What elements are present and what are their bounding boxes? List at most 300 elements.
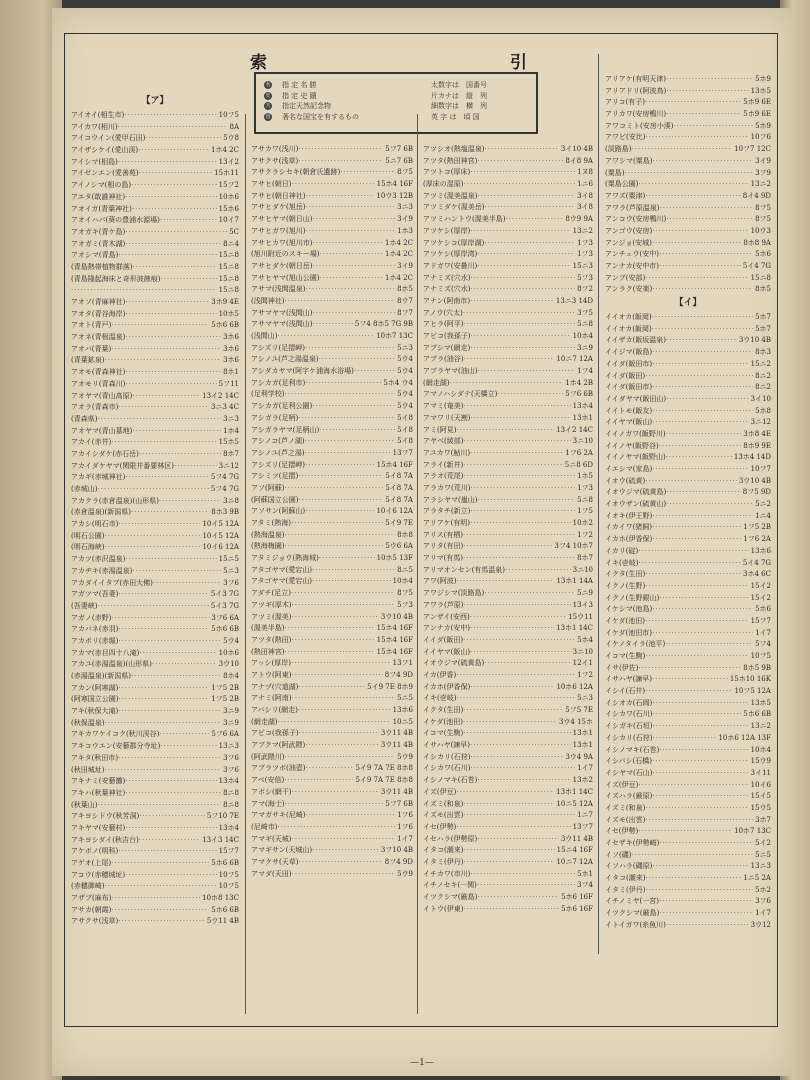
- entry-name: イタコ(潮来): [423, 846, 464, 855]
- entry-reference: 10ホ2: [572, 519, 593, 527]
- leader-dots: [463, 471, 575, 483]
- entry-name: アシズリ(足摺岬): [251, 343, 305, 352]
- entry-reference: 5イ8: [397, 425, 413, 434]
- entry-name: イオウ(硫黄): [605, 476, 646, 485]
- entry-name: (青森県): [71, 414, 98, 423]
- entry-reference: 3ウ10 4B: [738, 336, 771, 345]
- index-entry: [71, 601, 239, 613]
- leader-dots: [505, 214, 563, 226]
- entry-name: アバシリ(網走): [251, 706, 298, 714]
- leader-dots: [291, 693, 395, 705]
- entry-reference: 5イ3 7G: [210, 601, 239, 610]
- index-entry: [423, 670, 593, 682]
- entry-reference: 5ニ8 6D: [564, 460, 593, 469]
- index-entry: [423, 892, 593, 904]
- leader-dots: [118, 706, 221, 718]
- index-entry: [605, 593, 771, 605]
- entry-name: アリアケ(有明): [423, 519, 470, 527]
- index-entry: [251, 296, 413, 308]
- leader-dots: [125, 239, 221, 251]
- entry-reference: 5イ3 7G: [210, 590, 239, 599]
- index-entry: [71, 332, 239, 344]
- entry-reference: 5ニ3: [223, 566, 239, 575]
- entry-name: アヤベ(綾部): [423, 437, 464, 446]
- entry-reference: 3イ9: [755, 156, 771, 165]
- index-entry: [605, 780, 771, 792]
- index-entry: [605, 86, 771, 98]
- entry-name: アキヨシドウ(秋芳洞): [71, 812, 140, 821]
- entry-name: アサクサ(浅草): [251, 156, 299, 165]
- index-entry: [423, 296, 593, 308]
- leader-dots: [139, 449, 221, 461]
- leader-dots: [463, 401, 570, 413]
- entry-reference: 10ニ7 12A: [556, 857, 593, 866]
- leader-dots: [291, 834, 395, 846]
- index-entry: [605, 546, 771, 558]
- leader-dots: [673, 121, 753, 133]
- entry-name: アシノコ(芦ノ湖): [251, 437, 305, 446]
- index-entry: [605, 335, 771, 347]
- page-frame: [64, 33, 778, 1027]
- index-entry: [605, 238, 771, 250]
- entry-name: (網走湖): [423, 378, 450, 387]
- leader-dots: [291, 670, 382, 682]
- entry-reference: 8フ4 9D: [384, 670, 413, 679]
- index-entry: [605, 803, 771, 815]
- entry-name: アラタチ(新立): [423, 507, 471, 516]
- leader-dots: [132, 426, 221, 438]
- index-entry: [605, 651, 771, 663]
- entry-reference: 5フ4 8ホ5 7G 9B: [354, 320, 413, 329]
- leader-dots: [645, 616, 749, 628]
- entry-name: イセ(伊勢): [423, 822, 457, 831]
- leader-dots: [131, 180, 216, 192]
- index-entry: [423, 495, 593, 507]
- leader-dots: [319, 273, 383, 285]
- entry-reference: 3フ6: [755, 897, 771, 906]
- entry-reference: 3イ10: [750, 394, 771, 403]
- entry-name: (厚床の湿原): [423, 180, 464, 189]
- index-entry: [71, 858, 239, 870]
- leader-dots: [470, 740, 571, 752]
- entry-name: アツシオ(熱塩温泉): [423, 145, 485, 153]
- index-entry: [605, 826, 771, 838]
- index-entry: [251, 717, 413, 729]
- entry-reference: 15イ2: [750, 593, 771, 602]
- entry-name: (網走湖): [251, 717, 278, 726]
- index-entry: [605, 499, 771, 511]
- entry-reference: 3フ4: [577, 881, 593, 890]
- entry-name: アコウ(赤穂城址): [71, 870, 126, 879]
- entry-name: アエタ(敢誰神社): [71, 192, 126, 201]
- entry-reference: 3フ6: [223, 765, 239, 774]
- legend-symbol: 国: [265, 113, 271, 120]
- legend-item: 著名な国宝を有するもの: [282, 112, 359, 121]
- index-entry: [251, 588, 413, 600]
- entry-reference: 13ホ6: [392, 706, 413, 714]
- entry-reference: 1ニ6: [577, 180, 593, 189]
- leader-dots: [659, 261, 741, 273]
- leader-dots: [153, 578, 221, 590]
- entry-reference: 10イ6 12A: [376, 507, 413, 516]
- entry-name: アトウ(阿東): [251, 670, 292, 679]
- index-entry: [251, 623, 413, 635]
- entry-name: アンザイ(安西): [423, 612, 470, 621]
- index-entry: [605, 815, 771, 827]
- index-entry: [605, 324, 771, 336]
- leader-dots: [505, 565, 571, 577]
- entry-reference: 3ウ11 4B: [380, 741, 413, 750]
- entry-reference: 5ニ5: [397, 694, 413, 703]
- column-divider: [417, 114, 418, 1014]
- index-entry: [605, 698, 771, 710]
- entry-name: イセザキ(伊勢崎): [605, 839, 660, 847]
- index-entry: [71, 320, 239, 332]
- leader-dots: [470, 682, 554, 694]
- leader-dots: [645, 371, 753, 383]
- entry-reference: 1フ3: [577, 483, 593, 492]
- index-entry: [423, 834, 593, 846]
- index-entry: [605, 406, 771, 418]
- leader-dots: [319, 354, 396, 366]
- leader-dots: [638, 558, 740, 570]
- leader-dots: [111, 893, 200, 905]
- entry-reference: 5イ8 7A: [385, 495, 413, 504]
- entry-name: アマワリ(天割): [423, 413, 471, 422]
- leader-dots: [638, 826, 732, 838]
- entry-reference: 5ホ7: [755, 324, 771, 333]
- entry-reference: 1イ7: [397, 834, 413, 843]
- entry-reference: 5ニ9: [577, 589, 593, 598]
- index-entry: [605, 838, 771, 850]
- entry-reference: 5ウ4: [397, 402, 413, 411]
- entry-reference: 5ホ1: [577, 869, 593, 878]
- entry-name: アワ(阿波): [423, 577, 457, 586]
- leader-dots: [652, 156, 753, 168]
- leader-dots: [284, 530, 395, 542]
- leader-dots: [298, 495, 383, 507]
- entry-name: アイゼンエン(愛善苑): [71, 169, 139, 178]
- index-entry: [251, 600, 413, 612]
- entry-reference: 1ニ5 2A: [743, 874, 771, 883]
- entry-reference: 3フ5: [577, 308, 593, 317]
- leader-dots: [456, 693, 575, 705]
- entry-reference: 13イ2 14C: [202, 391, 239, 400]
- leader-dots: [470, 284, 575, 296]
- leader-dots: [659, 896, 753, 908]
- entry-name: アダチ(足立): [251, 589, 291, 598]
- leader-dots: [118, 122, 228, 134]
- index-entry: [605, 347, 771, 359]
- index-entry: [71, 683, 239, 695]
- leader-dots: [118, 250, 216, 262]
- leader-dots: [477, 775, 570, 787]
- leader-dots: [631, 850, 753, 862]
- entry-name: イイダ(飯田): [605, 371, 646, 380]
- index-entry: [251, 191, 413, 203]
- entry-name: イシカリ(石狩): [605, 733, 653, 742]
- entry-name: イイザカ(飯坂温泉): [605, 336, 666, 345]
- entry-reference: 5イ4 7G: [742, 558, 771, 567]
- index-entry: [251, 226, 413, 238]
- entry-reference: 8ホ3: [755, 348, 771, 357]
- index-entry: [71, 800, 239, 812]
- entry-reference: 15ウ11: [568, 612, 593, 621]
- entry-name: アシズリ(足摺岬): [251, 460, 305, 469]
- index-entry: [71, 554, 239, 566]
- leader-dots: [470, 448, 563, 460]
- column-divider: [245, 114, 246, 1014]
- index-entry: [605, 569, 771, 581]
- entry-reference: 5フ3: [577, 273, 593, 282]
- entry-reference: 10ホ6 12A: [556, 682, 593, 691]
- entry-reference: 5ウ4: [397, 355, 413, 364]
- index-entry: [605, 768, 771, 780]
- entry-reference: 5フ4: [755, 640, 771, 649]
- entry-name: (粟島): [605, 168, 625, 177]
- entry-name: アリアドリ(阿波鳥): [605, 86, 667, 95]
- leader-dots: [624, 168, 753, 180]
- entry-name: アオモ(青森神社): [71, 368, 126, 377]
- entry-reference: 5C: [229, 227, 239, 236]
- leader-dots: [291, 588, 395, 600]
- leader-dots: [470, 869, 575, 881]
- index-entry: [423, 191, 593, 203]
- entry-name: イケシマ(池島): [605, 605, 653, 614]
- entry-reference: 1ホ4 2C: [385, 273, 413, 282]
- entry-name: イケダ(池田): [423, 717, 463, 726]
- entry-reference: 8ニ8: [223, 800, 239, 809]
- entry-reference: 3ホ9 4E: [211, 298, 239, 306]
- index-entry: [423, 682, 593, 694]
- leader-dots: [305, 202, 395, 214]
- entry-reference: 8イ8 9A: [565, 156, 593, 165]
- entry-reference: 13ホ2: [572, 776, 593, 785]
- leader-dots: [132, 262, 216, 274]
- entry-reference: 13フ7: [392, 448, 413, 457]
- leader-dots: [124, 110, 216, 122]
- entry-name: イソ(磯): [605, 850, 632, 859]
- index-entry: [71, 367, 239, 379]
- entry-name: イイジマ(飯島): [605, 348, 653, 357]
- entry-reference: 3イ8: [577, 203, 593, 212]
- leader-dots: [645, 581, 748, 593]
- index-entry: [251, 869, 413, 881]
- index-entry: [71, 379, 239, 391]
- entry-name: アシガラ(足柄): [251, 413, 299, 422]
- index-entry: [251, 389, 413, 401]
- entry-reference: 3フ10 4B: [380, 846, 413, 855]
- index-entry: [251, 822, 413, 834]
- entry-reference: 10ホ6: [218, 648, 239, 657]
- leader-dots: [470, 612, 566, 624]
- entry-name: イコマ(生駒): [423, 729, 464, 738]
- leader-dots: [305, 763, 353, 775]
- entry-reference: 8ホ1: [223, 368, 239, 377]
- entry-name: アツミ(渥美): [251, 612, 292, 621]
- index-entry: [423, 471, 593, 483]
- leader-dots: [97, 601, 208, 613]
- index-entry: [423, 869, 593, 881]
- leader-dots: [463, 354, 554, 366]
- entry-name: アシノユ(芦之湯温泉): [251, 355, 319, 364]
- leader-dots: [298, 144, 383, 156]
- index-entry: [71, 168, 239, 180]
- index-entry: [251, 506, 413, 518]
- entry-name: アサヒガワ(旭川): [251, 226, 306, 235]
- entry-reference: 3ホ6: [223, 356, 239, 365]
- leader-dots: [463, 308, 575, 320]
- leader-dots: [645, 191, 741, 203]
- leader-dots: [652, 768, 748, 780]
- entry-reference: 8ニ4: [223, 239, 239, 248]
- leader-dots: [463, 436, 570, 448]
- entry-name: イサ(伊佐): [605, 663, 639, 672]
- entry-reference: 15ニ8: [750, 273, 771, 282]
- index-entry: [251, 214, 413, 226]
- leader-dots: [645, 803, 748, 815]
- leader-dots: [305, 226, 395, 238]
- entry-reference: 1イ7: [755, 628, 771, 637]
- leader-dots: [470, 226, 570, 238]
- entry-name: イチノミヤ(一宮): [605, 897, 659, 906]
- entry-name: イズハラ(厳原): [605, 792, 653, 801]
- leader-dots: [138, 145, 209, 157]
- index-entry: [251, 331, 413, 343]
- entry-reference: 15ウ5: [750, 803, 771, 812]
- index-entry: [71, 753, 239, 765]
- index-entry: [423, 518, 593, 530]
- entry-name: アツケシ(厚岸): [423, 226, 471, 235]
- entry-reference: 8ニ5: [397, 565, 413, 574]
- leader-dots: [470, 273, 575, 285]
- entry-name: (青島熱帯植物群落): [71, 262, 133, 271]
- leader-dots: [470, 296, 554, 308]
- index-entry: [71, 905, 239, 917]
- entry-reference: 10イ7: [218, 216, 239, 225]
- entry-name: (淡路島): [605, 145, 632, 154]
- entry-name: イオウザン(硫黄山): [605, 500, 667, 509]
- leader-dots: [319, 553, 375, 565]
- index-entry: [71, 519, 239, 531]
- entry-name: イカイワ(猪飼): [605, 523, 653, 532]
- entry-reference: 8フ2: [577, 285, 593, 294]
- index-entry: [71, 250, 239, 262]
- entry-reference: 5イ4 7G: [742, 262, 771, 270]
- index-entry: [423, 167, 593, 179]
- leader-dots: [652, 522, 741, 534]
- leader-dots: [284, 483, 383, 495]
- leader-dots: [305, 740, 379, 752]
- leader-dots: [125, 309, 216, 321]
- entry-name: アカマ(赤目四十八滝): [71, 648, 140, 657]
- index-entry: [251, 518, 413, 530]
- entry-reference: 15ホ4 16F: [376, 180, 413, 189]
- entry-reference: 5ホ6: [755, 250, 771, 259]
- entry-name: アカン(阿寒湖): [71, 683, 119, 692]
- index-entry: [605, 121, 771, 133]
- leader-dots: [132, 391, 200, 403]
- leader-dots: [305, 284, 395, 296]
- index-entry: [251, 167, 413, 179]
- entry-reference: 1フ5 2B: [743, 523, 771, 532]
- leader-dots: [652, 721, 748, 733]
- entry-name: アブクマ(阿武隈): [251, 741, 306, 750]
- leader-dots: [463, 635, 575, 647]
- leader-dots: [125, 227, 227, 239]
- leader-dots: [463, 460, 563, 472]
- leader-dots: [638, 780, 748, 792]
- entry-reference: 5フ7 6B: [385, 799, 413, 808]
- leader-dots: [484, 238, 575, 250]
- index-entry: [251, 845, 413, 857]
- entry-reference: 8A: [229, 122, 239, 131]
- leader-dots: [652, 464, 748, 476]
- leader-dots: [477, 261, 570, 273]
- entry-reference: 5ホ6 6B: [211, 905, 239, 914]
- index-entry: [71, 227, 239, 239]
- leader-dots: [470, 518, 571, 530]
- index-entry: [605, 896, 771, 908]
- entry-reference: 5ニ2: [755, 500, 771, 509]
- index-entry: [423, 202, 593, 214]
- index-entry: [605, 168, 771, 180]
- entry-name: アサヒヤマ(旭山公園): [251, 273, 320, 282]
- entry-name: アサヒ(朝日神社): [251, 191, 306, 200]
- entry-name: アリカワ(安房鴨川): [605, 110, 667, 119]
- entry-reference: 3ニ3: [397, 203, 413, 212]
- index-entry: [251, 436, 413, 448]
- entry-reference: 5ウ4: [397, 367, 413, 376]
- leader-dots: [305, 343, 395, 355]
- leader-dots: [139, 168, 213, 180]
- entry-reference: 8フ5: [755, 203, 771, 212]
- index-entry: [423, 623, 593, 635]
- index-entry: [423, 787, 593, 799]
- index-entry: [605, 179, 771, 191]
- entry-name: アンコウ(安房鴨川): [605, 215, 667, 224]
- entry-name: イシノマキ(石巻): [605, 745, 660, 754]
- entry-reference: 10イ5 12A: [202, 531, 239, 540]
- index-entry: [71, 192, 239, 204]
- entry-reference: 5ニ8: [577, 320, 593, 329]
- index-entry: [71, 694, 239, 706]
- entry-name: イイヤマ(飯山): [423, 647, 471, 656]
- leader-dots: [298, 728, 378, 740]
- entry-reference: 5イ8: [397, 437, 413, 446]
- index-entry: [251, 553, 413, 565]
- entry-name: アカボリ(赤堀): [71, 636, 119, 645]
- index-entry: [71, 239, 239, 251]
- entry-name: (青葉鉱泉): [71, 356, 105, 365]
- index-entry: [605, 674, 771, 686]
- leader-dots: [666, 487, 741, 499]
- leader-dots: [125, 379, 216, 391]
- entry-name: (秋保温泉): [71, 718, 105, 727]
- leader-dots: [456, 787, 554, 799]
- leader-dots: [652, 733, 716, 745]
- index-entry: [251, 284, 413, 296]
- entry-reference: 3ウ12: [750, 920, 771, 929]
- entry-name: イケダ(池田市): [605, 628, 652, 637]
- legend-item: 太数字は 国番号: [431, 81, 487, 89]
- index-entry: [423, 436, 593, 448]
- index-entry: [251, 799, 413, 811]
- entry-name: アカバネ(赤羽): [71, 625, 119, 634]
- leader-dots: [174, 461, 217, 473]
- entry-name: イエシマ(家島): [605, 465, 653, 473]
- index-entry: [71, 846, 239, 858]
